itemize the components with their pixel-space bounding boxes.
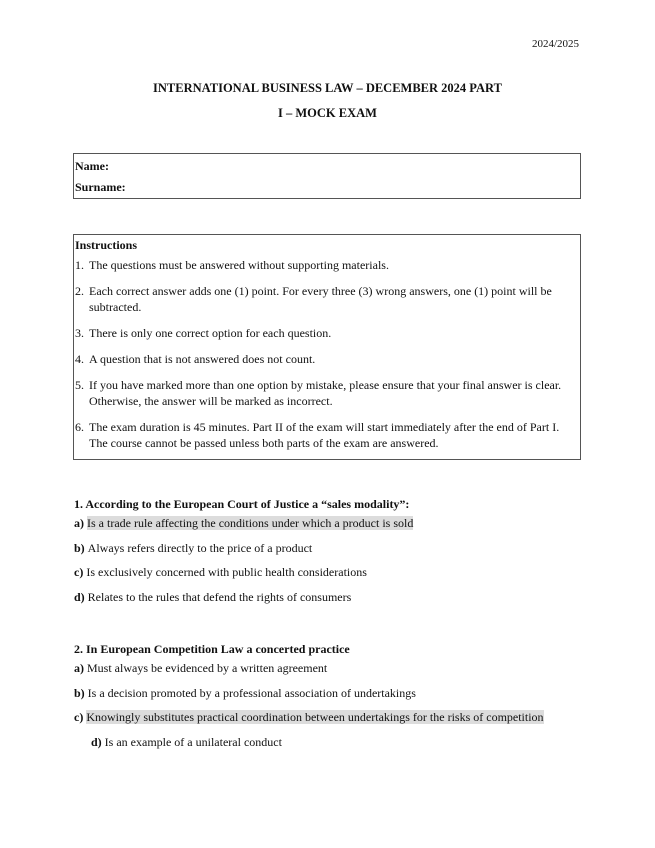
question-1-option-b[interactable] [74,540,580,557]
question-2 [74,638,580,758]
option-text: Is a decision promoted by a professional association of undertakings [87,685,416,700]
option-text: Is a trade rule affecting the conditions under which a product is sold [87,516,414,530]
option-letter: c) [74,565,84,579]
instruction-item: 3. There is only one correct option for each question. [75,326,332,340]
question-text: 1. According to the European Court of Justice a “sales modality”: [74,497,410,511]
instruction-item: 4. A question that is not answered does not count. [75,352,316,366]
option-text: Is an example of a unilateral conduct [104,734,282,749]
exam-title [0,76,655,126]
option-text: Is exclusively concerned with public health considerations [86,565,367,579]
instruction-item: 5. If you have marked more than one option by mistake, please ensure that your final answer is clear. Otherwise, the answer will be marked as incorrect. [75,378,562,408]
student-info-box [73,153,581,199]
exam-title-line-2: I – MOCK EXAM [278,106,377,120]
option-text: Must always be evidenced by a written agreement [87,661,328,675]
question-1-option-c[interactable] [74,564,580,581]
option-letter: b) [74,540,85,555]
option-letter: b) [74,685,85,700]
name-label: Name: [75,159,109,173]
question-2-option-b[interactable] [74,685,580,702]
option-text: Always refers directly to the price of a product [87,540,313,555]
option-letter: d) [74,589,85,604]
question-2-option-d[interactable] [74,734,580,751]
question-1 [74,493,580,613]
exam-title-line-1: INTERNATIONAL BUSINESS LAW – DECEMBER 2024 PART [153,81,502,95]
option-letter: c) [74,710,84,724]
instruction-item: 6. The exam duration is 45 minutes. Part II of the exam will start immediately after the end of Part I. The course cannot be passed unless both parts of the exam are answered. [75,420,560,450]
option-letter: a) [74,516,84,530]
instructions-list [75,257,578,451]
academic-year: 2024/2025 [531,38,579,50]
question-2-option-c[interactable] [74,709,580,726]
surname-label: Surname: [75,180,126,194]
instruction-item: 2. Each correct answer adds one (1) point. For every three (3) wrong answers, one (1) point will be subtracted. [75,284,552,314]
question-1-option-d[interactable] [74,589,580,606]
instructions-heading: Instructions [75,238,138,252]
option-text: Relates to the rules that defend the rights of consumers [87,589,352,604]
question-text: 2. In European Competition Law a concerted practice [74,642,350,656]
question-2-option-a[interactable] [74,660,580,677]
instructions-box [73,234,581,460]
instruction-item: 1. The questions must be answered without supporting materials. [75,258,389,272]
question-1-option-a[interactable] [74,515,580,532]
option-letter: a) [74,661,84,675]
option-text: Knowingly substitutes practical coordination between undertakings for the risks of competition [86,710,544,724]
option-letter: d) [91,734,102,749]
